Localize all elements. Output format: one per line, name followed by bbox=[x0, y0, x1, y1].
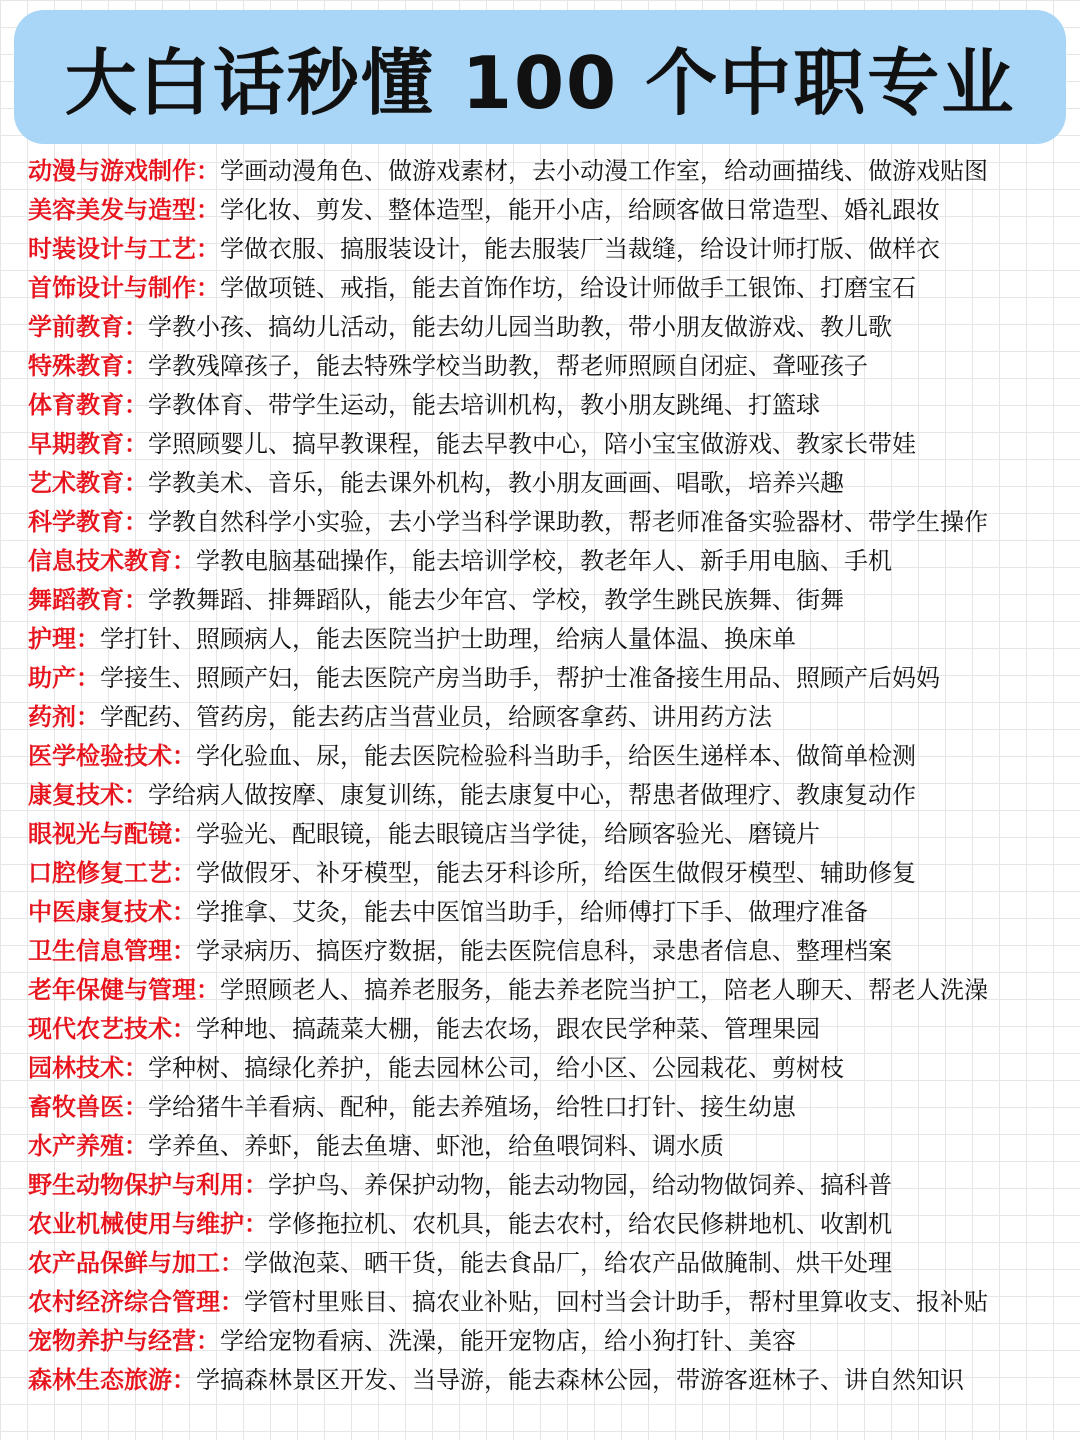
major-description: 学推拿、艾灸，能去中医馆当助手，给师傅打下手、做理疗准备 bbox=[196, 898, 868, 926]
page-title: 大白话秒懂 100 个中职专业 bbox=[64, 41, 1016, 125]
major-description: 学种地、搞蔬菜大棚，能去农场，跟农民学种菜、管理果园 bbox=[196, 1015, 820, 1043]
major-description: 学照顾老人、搞养老服务，能去养老院当护工，陪老人聊天、帮老人洗澡 bbox=[220, 976, 988, 1004]
major-name: 药剂： bbox=[28, 703, 100, 731]
title-banner bbox=[14, 10, 1066, 144]
major-name: 医学检验技术： bbox=[28, 742, 196, 770]
major-name: 时装设计与工艺： bbox=[28, 235, 220, 263]
list-item bbox=[28, 1166, 1074, 1205]
list-item bbox=[28, 581, 1074, 620]
major-description: 学教美术、音乐，能去课外机构，教小朋友画画、唱歌，培养兴趣 bbox=[148, 469, 844, 497]
major-description: 学教电脑基础操作，能去培训学校，教老年人、新手用电脑、手机 bbox=[196, 547, 892, 575]
major-name: 野生动物保护与利用： bbox=[28, 1171, 268, 1199]
list-item bbox=[28, 542, 1074, 581]
major-name: 特殊教育： bbox=[28, 352, 148, 380]
major-name: 舞蹈教育： bbox=[28, 586, 148, 614]
major-name: 科学教育： bbox=[28, 508, 148, 536]
major-list bbox=[28, 152, 1074, 1400]
list-item bbox=[28, 1049, 1074, 1088]
major-description: 学做假牙、补牙模型，能去牙科诊所，给医生做假牙模型、辅助修复 bbox=[196, 859, 916, 887]
major-description: 学做衣服、搞服装设计，能去服装厂当裁缝，给设计师打版、做样衣 bbox=[220, 235, 940, 263]
major-description: 学给宠物看病、洗澡，能开宠物店，给小狗打针、美容 bbox=[220, 1327, 796, 1355]
major-name: 园林技术： bbox=[28, 1054, 148, 1082]
major-name: 老年保健与管理： bbox=[28, 976, 220, 1004]
major-description: 学教自然科学小实验，去小学当科学课助教，帮老师准备实验器材、带学生操作 bbox=[148, 508, 988, 536]
major-description: 学照顾婴儿、搞早教课程，能去早教中心，陪小宝宝做游戏、教家长带娃 bbox=[148, 430, 916, 458]
major-description: 学化妆、剪发、整体造型，能开小店，给顾客做日常造型、婚礼跟妆 bbox=[220, 196, 940, 224]
major-description: 学养鱼、养虾，能去鱼塘、虾池，给鱼喂饲料、调水质 bbox=[148, 1132, 724, 1160]
list-item bbox=[28, 971, 1074, 1010]
major-name: 康复技术： bbox=[28, 781, 148, 809]
list-item bbox=[28, 1322, 1074, 1361]
major-description: 学教体育、带学生运动，能去培训机构，教小朋友跳绳、打篮球 bbox=[148, 391, 820, 419]
list-item bbox=[28, 776, 1074, 815]
major-name: 助产： bbox=[28, 664, 100, 692]
list-item bbox=[28, 659, 1074, 698]
major-description: 学教残障孩子，能去特殊学校当助教，帮老师照顾自闭症、聋哑孩子 bbox=[148, 352, 868, 380]
list-item bbox=[28, 1283, 1074, 1322]
major-description: 学修拖拉机、农机具，能去农村，给农民修耕地机、收割机 bbox=[268, 1210, 892, 1238]
list-item bbox=[28, 854, 1074, 893]
list-item bbox=[28, 932, 1074, 971]
list-item bbox=[28, 347, 1074, 386]
major-description: 学配药、管药房，能去药店当营业员，给顾客拿药、讲用药方法 bbox=[100, 703, 772, 731]
major-name: 护理： bbox=[28, 625, 100, 653]
major-description: 学管村里账目、搞农业补贴，回村当会计助手，帮村里算收支、报补贴 bbox=[244, 1288, 988, 1316]
major-description: 学搞森林景区开发、当导游，能去森林公园，带游客逛林子、讲自然知识 bbox=[196, 1366, 964, 1394]
list-item bbox=[28, 893, 1074, 932]
list-item bbox=[28, 464, 1074, 503]
list-item bbox=[28, 1127, 1074, 1166]
major-description: 学种树、搞绿化养护，能去园林公司，给小区、公园栽花、剪树枝 bbox=[148, 1054, 844, 1082]
list-item bbox=[28, 308, 1074, 347]
major-description: 学给猪牛羊看病、配种，能去养殖场，给牲口打针、接生幼崽 bbox=[148, 1093, 796, 1121]
major-description: 学给病人做按摩、康复训练，能去康复中心，帮患者做理疗、教康复动作 bbox=[148, 781, 916, 809]
major-description: 学画动漫角色、做游戏素材，去小动漫工作室，给动画描线、做游戏贴图 bbox=[220, 157, 988, 185]
major-description: 学做项链、戒指，能去首饰作坊，给设计师做手工银饰、打磨宝石 bbox=[220, 274, 916, 302]
major-name: 学前教育： bbox=[28, 313, 148, 341]
list-item bbox=[28, 269, 1074, 308]
list-item bbox=[28, 1010, 1074, 1049]
major-description: 学打针、照顾病人，能去医院当护士助理，给病人量体温、换床单 bbox=[100, 625, 796, 653]
major-description: 学验光、配眼镜，能去眼镜店当学徒，给顾客验光、磨镜片 bbox=[196, 820, 820, 848]
list-item bbox=[28, 1205, 1074, 1244]
major-name: 中医康复技术： bbox=[28, 898, 196, 926]
major-name: 农业机械使用与维护： bbox=[28, 1210, 268, 1238]
list-item bbox=[28, 815, 1074, 854]
major-description: 学录病历、搞医疗数据，能去医院信息科，录患者信息、整理档案 bbox=[196, 937, 892, 965]
major-name: 体育教育： bbox=[28, 391, 148, 419]
major-name: 现代农艺技术： bbox=[28, 1015, 196, 1043]
major-name: 口腔修复工艺： bbox=[28, 859, 196, 887]
list-item bbox=[28, 191, 1074, 230]
major-name: 艺术教育： bbox=[28, 469, 148, 497]
list-item bbox=[28, 737, 1074, 776]
major-name: 美容美发与造型： bbox=[28, 196, 220, 224]
major-name: 森林生态旅游： bbox=[28, 1366, 196, 1394]
list-item bbox=[28, 1244, 1074, 1283]
major-name: 卫生信息管理： bbox=[28, 937, 196, 965]
major-description: 学做泡菜、晒干货，能去食品厂，给农产品做腌制、烘干处理 bbox=[244, 1249, 892, 1277]
list-item bbox=[28, 503, 1074, 542]
list-item bbox=[28, 1088, 1074, 1127]
list-item bbox=[28, 230, 1074, 269]
major-name: 首饰设计与制作： bbox=[28, 274, 220, 302]
major-description: 学接生、照顾产妇，能去医院产房当助手，帮护士准备接生用品、照顾产后妈妈 bbox=[100, 664, 940, 692]
major-name: 眼视光与配镜： bbox=[28, 820, 196, 848]
major-name: 农产品保鲜与加工： bbox=[28, 1249, 244, 1277]
major-name: 水产养殖： bbox=[28, 1132, 148, 1160]
major-name: 信息技术教育： bbox=[28, 547, 196, 575]
major-name: 早期教育： bbox=[28, 430, 148, 458]
list-item bbox=[28, 152, 1074, 191]
major-description: 学教小孩、搞幼儿活动，能去幼儿园当助教，带小朋友做游戏、教儿歌 bbox=[148, 313, 892, 341]
major-name: 宠物养护与经营： bbox=[28, 1327, 220, 1355]
list-item bbox=[28, 386, 1074, 425]
list-item bbox=[28, 620, 1074, 659]
list-item bbox=[28, 425, 1074, 464]
major-description: 学化验血、尿，能去医院检验科当助手，给医生递样本、做简单检测 bbox=[196, 742, 916, 770]
list-item bbox=[28, 698, 1074, 737]
major-name: 畜牧兽医： bbox=[28, 1093, 148, 1121]
major-name: 农村经济综合管理： bbox=[28, 1288, 244, 1316]
major-description: 学护鸟、养保护动物，能去动物园，给动物做饲养、搞科普 bbox=[268, 1171, 892, 1199]
major-name: 动漫与游戏制作： bbox=[28, 157, 220, 185]
list-item bbox=[28, 1361, 1074, 1400]
major-description: 学教舞蹈、排舞蹈队，能去少年宫、学校，教学生跳民族舞、街舞 bbox=[148, 586, 844, 614]
